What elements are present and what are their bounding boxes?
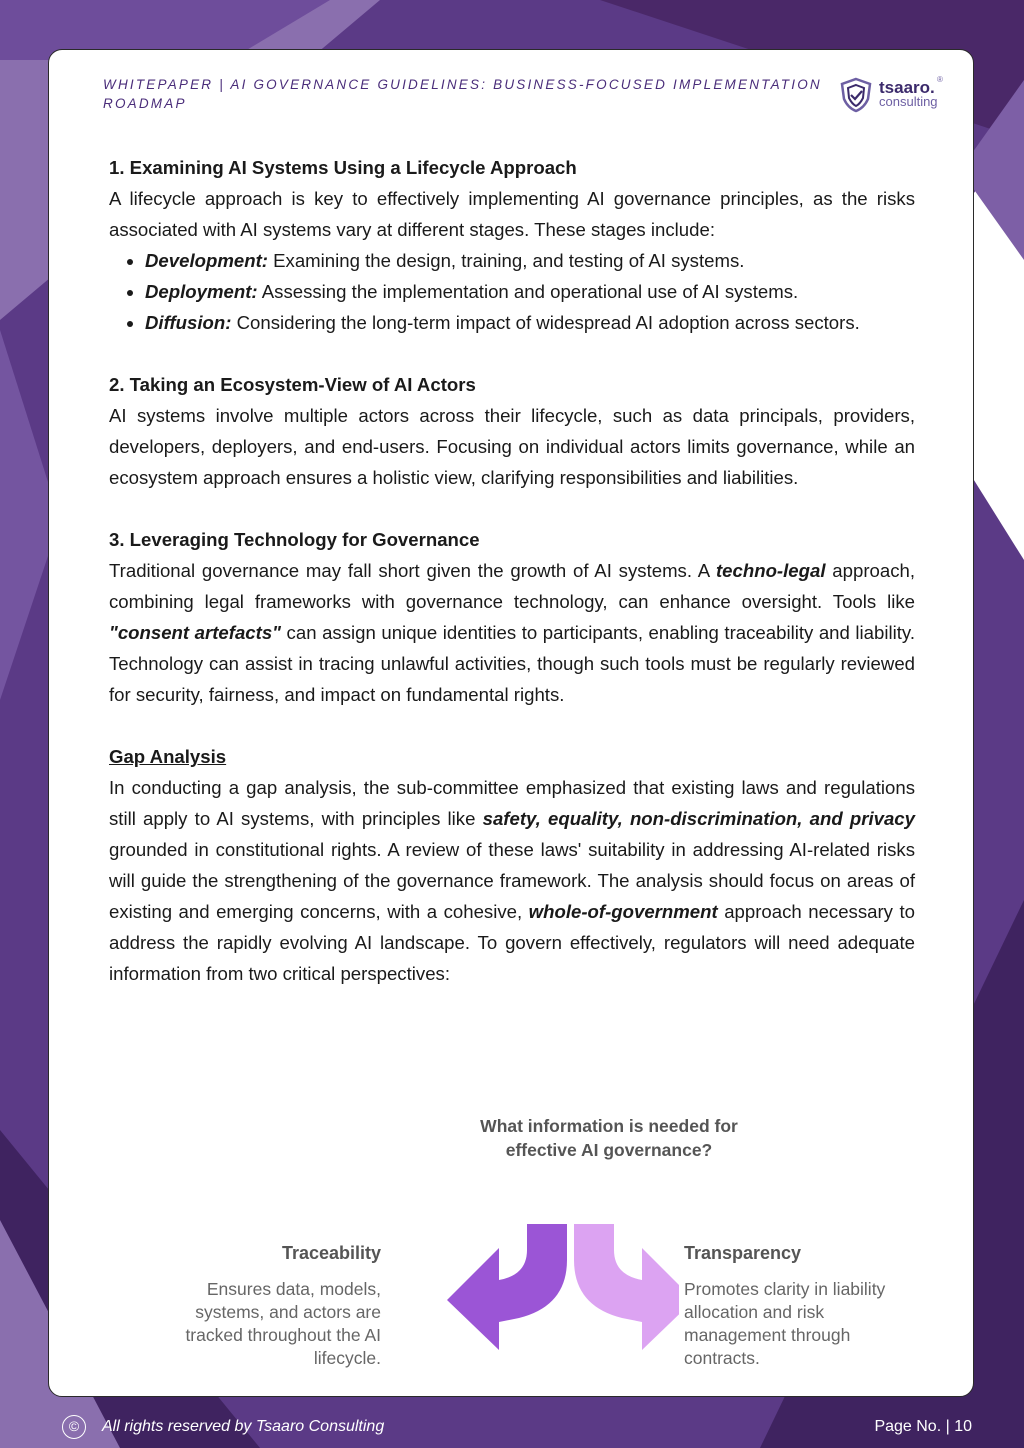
emphasis-whole-of-government: whole-of-government bbox=[528, 901, 718, 922]
body-content bbox=[109, 152, 915, 989]
transparency-description: Promotes clarity in liability allocation and risk management through contracts. bbox=[684, 1279, 886, 1368]
info-needs-diagram bbox=[144, 1115, 924, 1377]
section2-body: AI systems involve multiple actors across their lifecycle, such as data principals, providers, developers, deployers, and end-users. Focusing on individual actors limits governance, while an ecosystem approach ensures a holistic view, clarifying responsibilities and liabilities. bbox=[109, 405, 915, 488]
gap-analysis-heading: Gap Analysis bbox=[109, 746, 227, 767]
list-item-text: Considering the long-term impact of widespread AI adoption across sectors. bbox=[231, 312, 860, 333]
page-number: Page No. | 10 bbox=[874, 1418, 972, 1435]
emphasis-techno-legal: techno-legal bbox=[715, 560, 826, 581]
footer-rights: All rights reserved by Tsaaro Consulting bbox=[102, 1418, 385, 1435]
list-item-text: Examining the design, training, and testing of AI systems. bbox=[267, 250, 745, 271]
right-arrow-icon bbox=[574, 1224, 679, 1350]
traceability-description: Ensures data, models, systems, and actors are tracked throughout the AI lifecycle. bbox=[185, 1279, 381, 1368]
document-page bbox=[48, 49, 974, 1397]
diagram-question bbox=[444, 1115, 774, 1162]
section2-heading: 2. Taking an Ecosystem-View of AI Actors bbox=[109, 374, 476, 395]
lifecycle-stage-list bbox=[109, 245, 915, 338]
section3-body: Traditional governance may fall short given the growth of AI systems. A techno-legal approach, combining legal frameworks with governance technology, can enhance oversight. Tools like "consent artefacts" can assign unique identities to participants, enabling traceability and liability. Technology can assist in tracing unlawful activities, though such tools must be regularly reviewed for security, fairness, and impact on fundamental rights. bbox=[109, 560, 916, 705]
shield-icon bbox=[839, 77, 873, 113]
transparency-title: Transparency bbox=[684, 1243, 802, 1263]
logo-subtitle: consulting bbox=[879, 94, 938, 109]
registered-mark: ® bbox=[937, 75, 943, 84]
list-item-text: Assessing the implementation and operational use of AI systems. bbox=[257, 281, 799, 302]
list-item bbox=[145, 307, 915, 338]
left-arrow-icon bbox=[447, 1224, 567, 1350]
gap-analysis-body: In conducting a gap analysis, the sub-committee emphasized that existing laws and regulations still apply to AI systems, with principles like safety, equality, non-discrimination, and privacy grounded in constitutional rights. A review of these laws' suitability in addressing AI-related risks will guide the strengthening of the governance framework. The analysis should focus on areas of existing and emerging concerns, with a cohesive, whole-of-government approach necessary to address the rapidly evolving AI landscape. To govern effectively, regulators will need adequate information from two critical perspectives: bbox=[109, 777, 915, 984]
list-item-term: Development: bbox=[145, 250, 268, 271]
list-item-term: Deployment: bbox=[145, 281, 258, 302]
diagram-question-line: effective AI governance? bbox=[505, 1139, 713, 1160]
section3-heading: 3. Leveraging Technology for Governance bbox=[109, 529, 480, 550]
traceability-title: Traceability bbox=[281, 1243, 381, 1263]
section1-intro: A lifecycle approach is key to effectively implementing AI governance principles, as the risks associated with AI systems vary at different stages. These stages include: bbox=[109, 188, 915, 240]
logo-wordmark: tsaaro. bbox=[879, 78, 935, 97]
tsaaro-logo bbox=[839, 75, 949, 115]
emphasis-consent-artefacts: "consent artefacts" bbox=[109, 622, 281, 643]
emphasis-principles: safety, equality, non-discrimination, and privacy bbox=[482, 808, 915, 829]
list-item bbox=[145, 245, 915, 276]
list-item bbox=[145, 276, 915, 307]
copyright-icon: © bbox=[62, 1415, 86, 1439]
header-title: WHITEPAPER | AI GOVERNANCE GUIDELINES: BUSINESS-FOCUSED IMPLEMENTATION ROADMAP bbox=[103, 77, 822, 111]
diagram-question-line: What information is needed for bbox=[480, 1116, 738, 1136]
section1-heading: 1. Examining AI Systems Using a Lifecycle Approach bbox=[109, 157, 577, 178]
diverging-arrows bbox=[399, 1220, 679, 1355]
list-item-term: Diffusion: bbox=[145, 312, 232, 333]
